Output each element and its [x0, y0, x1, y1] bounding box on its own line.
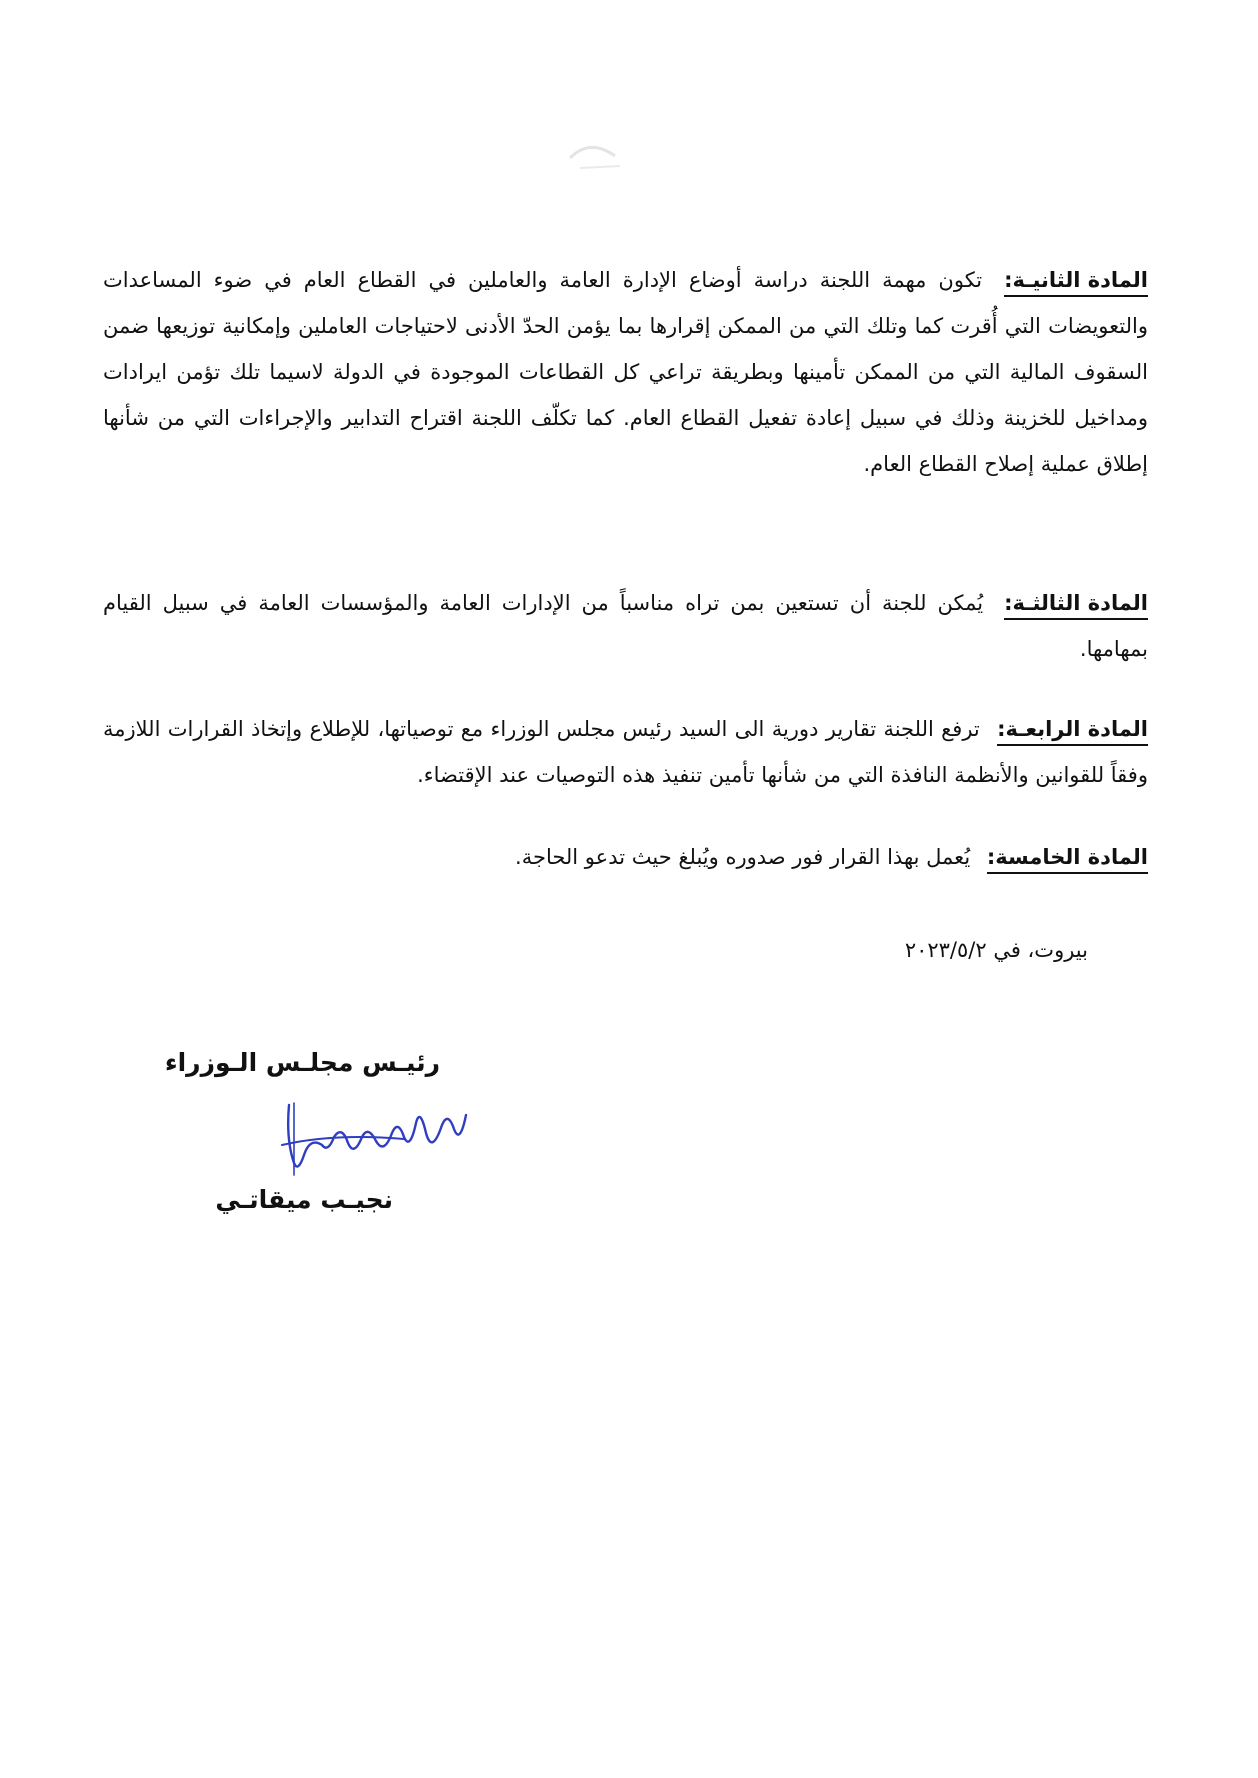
signatory-name: نجيـب ميقاتـي: [215, 1185, 393, 1214]
article-5-text: يُعمل بهذا القرار فور صدوره ويُبلغ حيث تدعو الحاجة.: [515, 845, 971, 869]
article-2-text: تكون مهمة اللجنة دراسة أوضاع الإدارة العامة والعاملين في القطاع العام في ضوء المساعدات والتعويضات التي أُقرت كما وتلك التي من الممكن إقرارها بما يؤمن الحدّ الأدنى لاحتياجات العاملين وإمكانية توزيعها ضمن السقوف المالية التي من الممكن تأمينها وبطريقة تراعي كل القطاعات الموجودة في الدولة لاسيما تلك تؤمن ايرادات ومداخيل للخزينة وذلك في سبيل إعادة تفعيل القطاع العام. كما تكلّف اللجنة اقتراح التدابير والإجراءات التي من شأنها إطلاق عملية إصلاح القطاع العام.: [103, 268, 1148, 476]
article-2-label: المادة الثانيـة:: [1004, 265, 1148, 297]
article-3-label: المادة الثالثـة:: [1004, 588, 1148, 620]
signatory-title: رئيـس مجلـس الـوزراء: [164, 1048, 440, 1077]
article-4-text: ترفع اللجنة تقارير دورية الى السيد رئيس مجلس الوزراء مع توصياتها، للإطلاع وإتخاذ القرارات اللازمة وفقاً للقوانين والأنظمة النافذة التي من شأنها تأمين تنفيذ هذه التوصيات عند الإقتضاء.: [103, 717, 1148, 787]
article-4: [103, 706, 1148, 798]
article-3: [103, 580, 1148, 672]
article-2: [103, 257, 1148, 487]
handwritten-signature: [264, 1085, 484, 1185]
article-3-text: يُمكن للجنة أن تستعين بمن تراه مناسباً من الإدارات العامة والمؤسسات العامة في سبيل القيام بمهامها.: [103, 591, 1148, 661]
article-4-label: المادة الرابعـة:: [997, 714, 1148, 746]
article-5-label: المادة الخامسة:: [987, 842, 1148, 874]
faint-scan-mark: [560, 118, 640, 178]
article-5: [103, 834, 1148, 880]
date-line: بيروت، في ٢٠٢٣/٥/٢: [904, 938, 1088, 962]
